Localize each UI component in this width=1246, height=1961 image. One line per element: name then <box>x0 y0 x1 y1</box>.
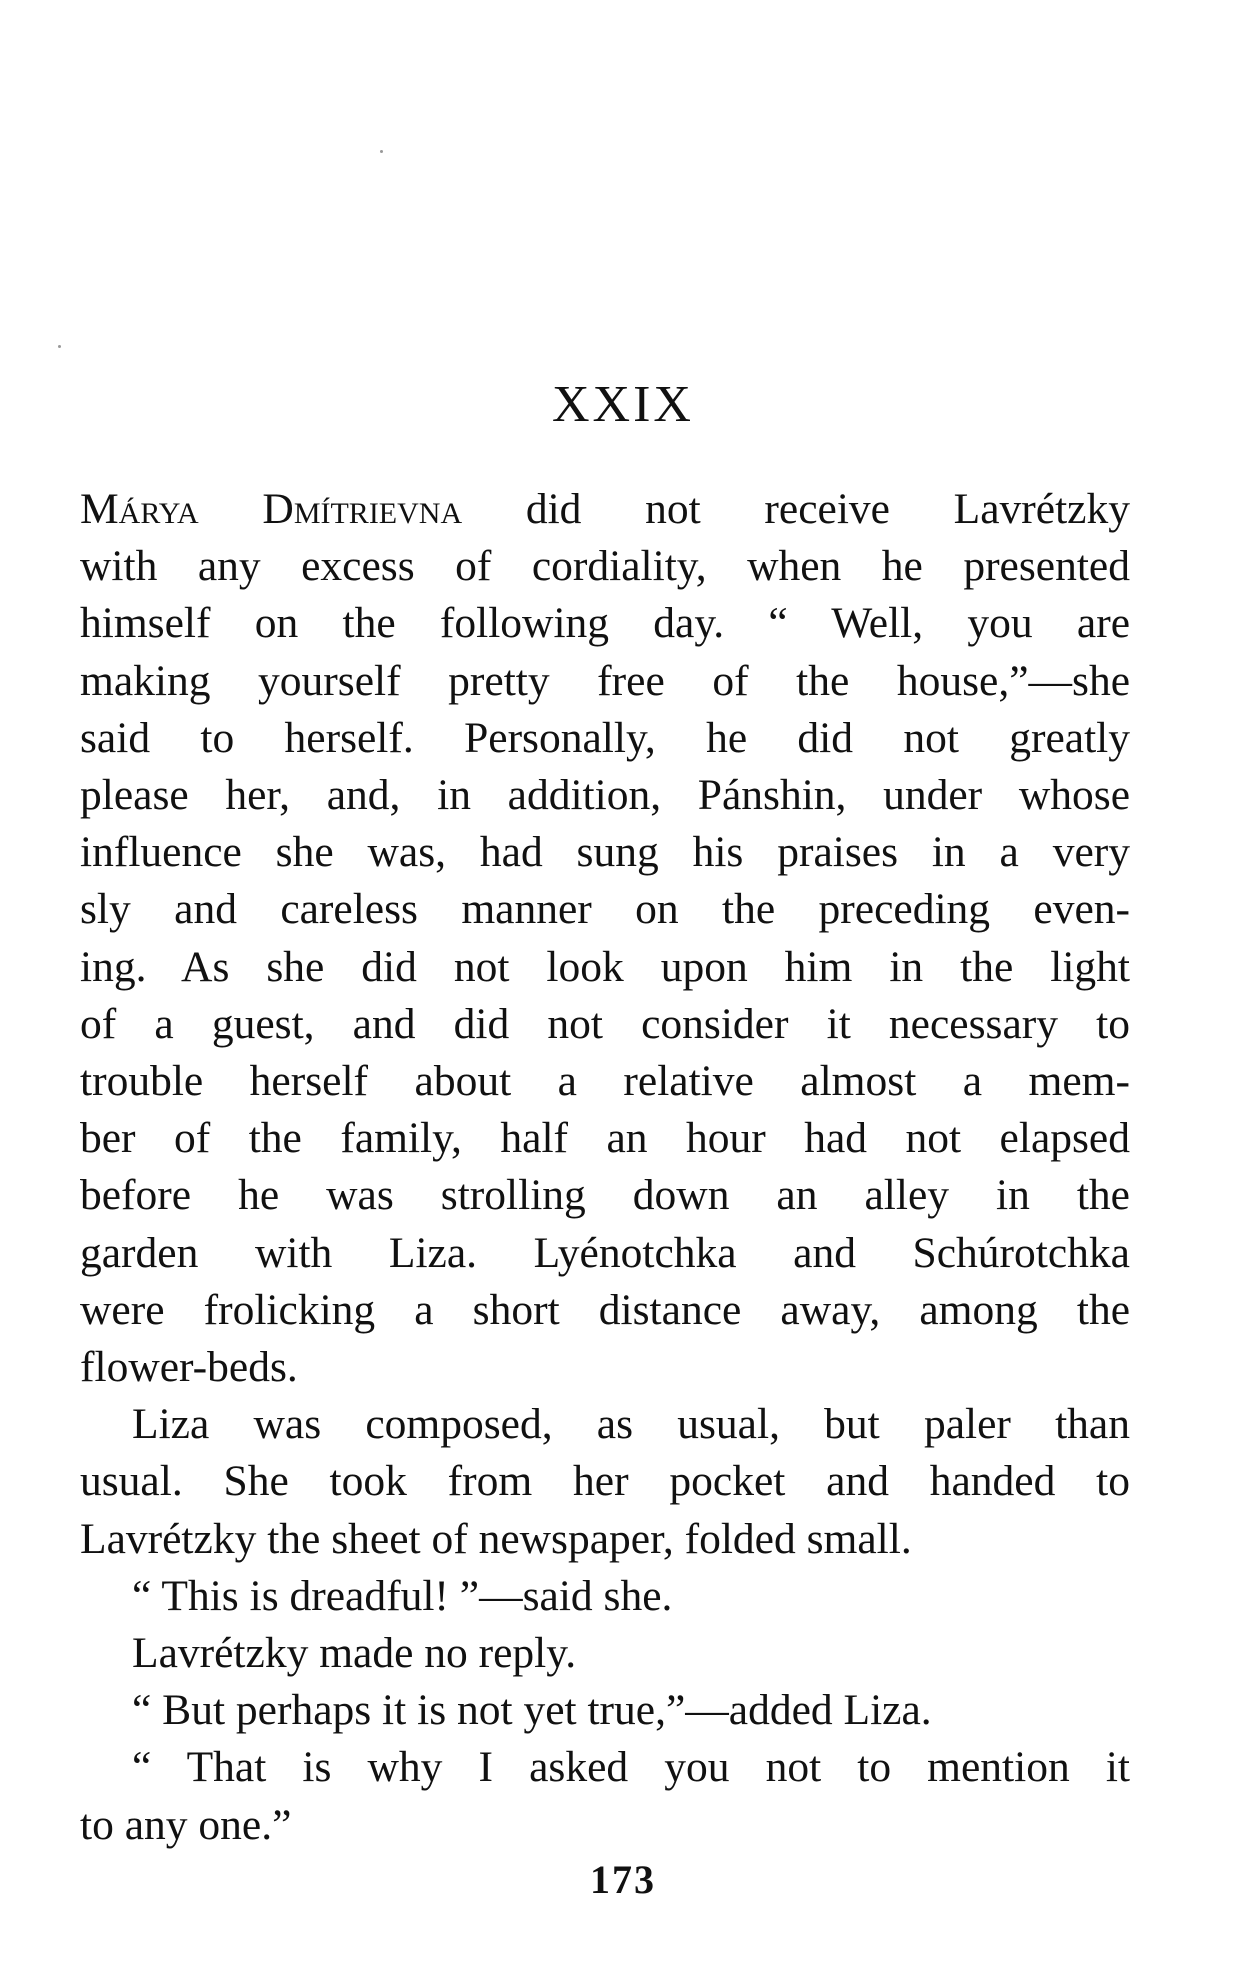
page-number: 173 <box>590 1857 656 1902</box>
paragraph <box>80 1625 1130 1682</box>
paper-speck <box>380 150 383 153</box>
text-line: making yourself pretty free of the house,”—she <box>80 656 1130 705</box>
text-line: please her, and, in addition, Pánshin, under whose <box>80 771 1130 820</box>
text-line: “ That is why I asked you not to mention it <box>132 1743 1130 1792</box>
text-line: were frolicking a short distance away, among the <box>80 1285 1130 1334</box>
text-line: trouble herself about a relative almost a mem- <box>80 1057 1130 1106</box>
text-line: before he was strolling down an alley in the <box>80 1171 1130 1220</box>
text-line: sly and careless manner on the preceding even- <box>80 885 1130 934</box>
text-line: “ This is dreadful! ”—said she. <box>132 1571 673 1620</box>
text-line-rest: did not receive Lavrétzky <box>462 485 1130 533</box>
text-line <box>80 481 1130 538</box>
text-line: himself on the following day. “ Well, you are <box>80 599 1130 648</box>
text-line: said to herself. Personally, he did not greatly <box>80 713 1130 762</box>
body-text <box>80 481 1130 1854</box>
text-line: ing. As she did not look upon him in the light <box>80 942 1130 991</box>
text-line: usual. She took from her pocket and handed to <box>80 1457 1130 1506</box>
text-line: of a guest, and did not consider it necessary to <box>80 999 1130 1048</box>
paragraph-dialogue <box>80 1682 1130 1739</box>
text-line: to any one.” <box>80 1800 292 1849</box>
paragraph-dialogue <box>80 1739 1130 1853</box>
text-line: garden with Liza. Lyénotchka and Schúrotchka <box>80 1228 1130 1277</box>
text-line: flower-beds. <box>80 1343 298 1392</box>
chapter-heading: XXIX <box>552 376 694 433</box>
character-name-smallcaps: Márya Dmítrievna <box>80 485 463 533</box>
paragraph-dialogue <box>80 1568 1130 1625</box>
paragraph-opening <box>80 481 1130 1396</box>
text-line: Liza was composed, as usual, but paler than <box>132 1400 1130 1449</box>
text-line: influence she was, had sung his praises in a very <box>80 828 1130 877</box>
text-line: ber of the family, half an hour had not elapsed <box>80 1114 1130 1163</box>
text-line: with any excess of cordiality, when he presented <box>80 542 1130 591</box>
paragraph <box>80 1396 1130 1568</box>
text-line: Lavrétzky made no reply. <box>132 1629 577 1678</box>
text-line: “ But perhaps it is not yet true,”—added Liza. <box>132 1686 932 1735</box>
text-line: Lavrétzky the sheet of newspaper, folded small. <box>80 1514 912 1563</box>
paper-speck <box>58 345 61 348</box>
